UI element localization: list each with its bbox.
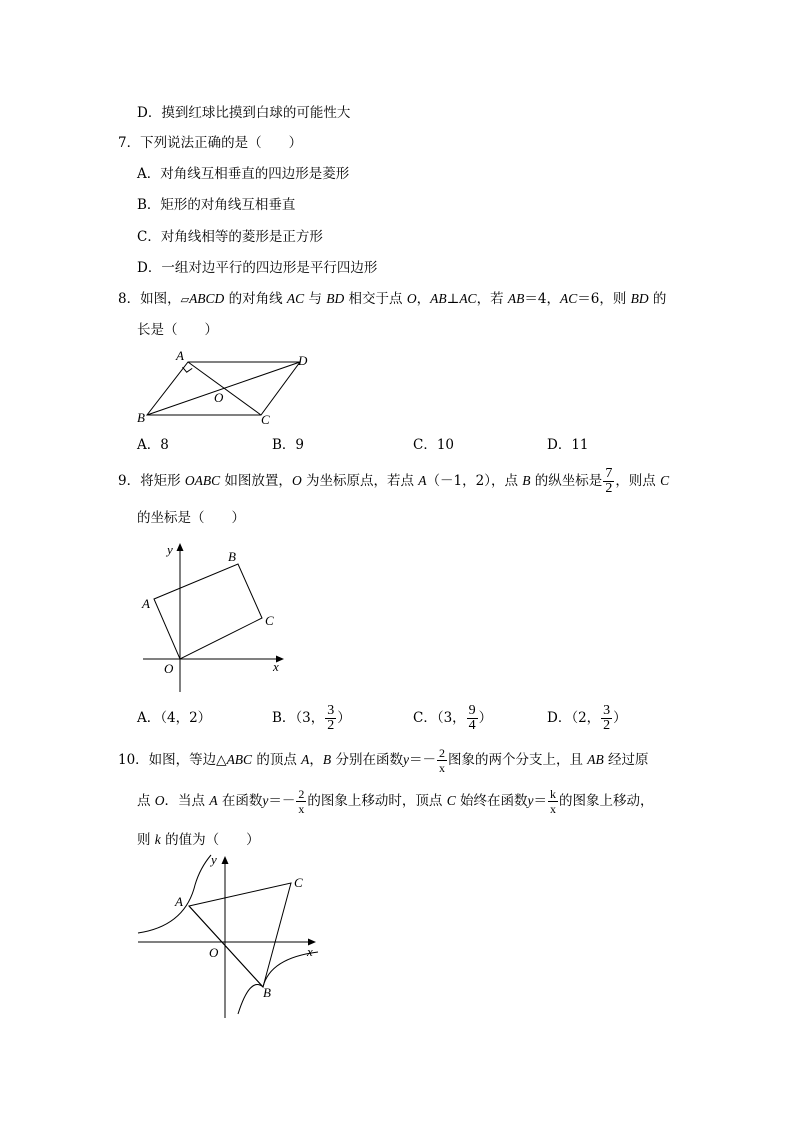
q8-label-a: A xyxy=(176,348,184,363)
q10-stem-line1: 10．如图，等边△ABC 的顶点 A，B 分别在函数y＝－ $\frac{2}{x}$ 图象的两个分支上，且 AB 经过原 xyxy=(118,746,649,775)
q10-label-b: B xyxy=(263,985,271,1000)
q9-stem-line1: 9．将矩形 OABC 如图放置，O 为坐标原点，若点 A（－1，2），点 B 的纵坐标是 $\frac{7}{2}$ ，则点 C xyxy=(118,466,670,496)
q9-option-a: A．（4，2） xyxy=(137,710,212,726)
q9-label-o: O xyxy=(164,661,174,676)
q10-label-y: y xyxy=(211,852,217,867)
q10-label-a: A xyxy=(175,894,183,909)
q7-option-a: A．对角线互相垂直的四边形是菱形 xyxy=(137,166,350,182)
q7-option-d: D．一组对边平行的四边形是平行四边形 xyxy=(137,260,378,276)
q8-option-b: B．9 xyxy=(272,437,305,453)
q9-option-c: C．（3， $\frac{9}{4}$ ） xyxy=(413,703,493,733)
q9-label-a: A xyxy=(142,596,150,611)
q8-option-d: D．11 xyxy=(547,437,589,453)
q8-label-b: B xyxy=(137,410,145,425)
q8-label-o: O xyxy=(214,390,224,405)
q9-label-x: x xyxy=(273,659,279,674)
q9-fraction: $\frac{7}{2}$ xyxy=(605,466,613,496)
q10-stem-line3: 则 k 的值为（ ） xyxy=(137,832,260,848)
q8-option-c: C．10 xyxy=(413,437,455,453)
q10-label-x: x xyxy=(307,944,313,959)
q6-option-d: D．摸到红球比摸到白球的可能性大 xyxy=(137,105,351,121)
q9-label-c: C xyxy=(265,613,274,628)
q7-stem: 7．下列说法正确的是（ ） xyxy=(118,135,303,151)
q9-label-b: B xyxy=(228,549,236,564)
q7-option-b: B．矩形的对角线互相垂直 xyxy=(137,197,296,213)
q10-label-o: O xyxy=(209,945,219,960)
q8-option-a: A．8 xyxy=(137,437,169,453)
q8-label-d: D xyxy=(298,353,308,368)
q8-stem-line2: 长是（ ） xyxy=(137,322,218,338)
q9-label-y: y xyxy=(167,542,173,557)
q8-label-c: C xyxy=(261,412,270,427)
q9-option-b: B．（3， $\frac{3}{2}$ ） xyxy=(272,703,351,733)
q7-option-c: C．对角线相等的菱形是正方形 xyxy=(137,229,323,245)
q10-label-c: C xyxy=(294,875,303,890)
q9-option-d: D．（2， $\frac{3}{2}$ ） xyxy=(547,703,627,733)
q10-stem-line2: 点 O．当点 A 在函数y＝－ $\frac{2}{x}$ 的图象上移动时，顶点 C 始终在函数y＝ $\frac{k}{x}$ 的图象上移动， xyxy=(137,787,654,816)
q8-stem-line1: 8．如图，▱ABCD 的对角线 AC 与 BD 相交于点 O，AB⊥AC，若 AB＝4，AC＝6，则 BD 的 xyxy=(118,291,667,307)
q9-stem-line2: 的坐标是（ ） xyxy=(137,510,245,526)
